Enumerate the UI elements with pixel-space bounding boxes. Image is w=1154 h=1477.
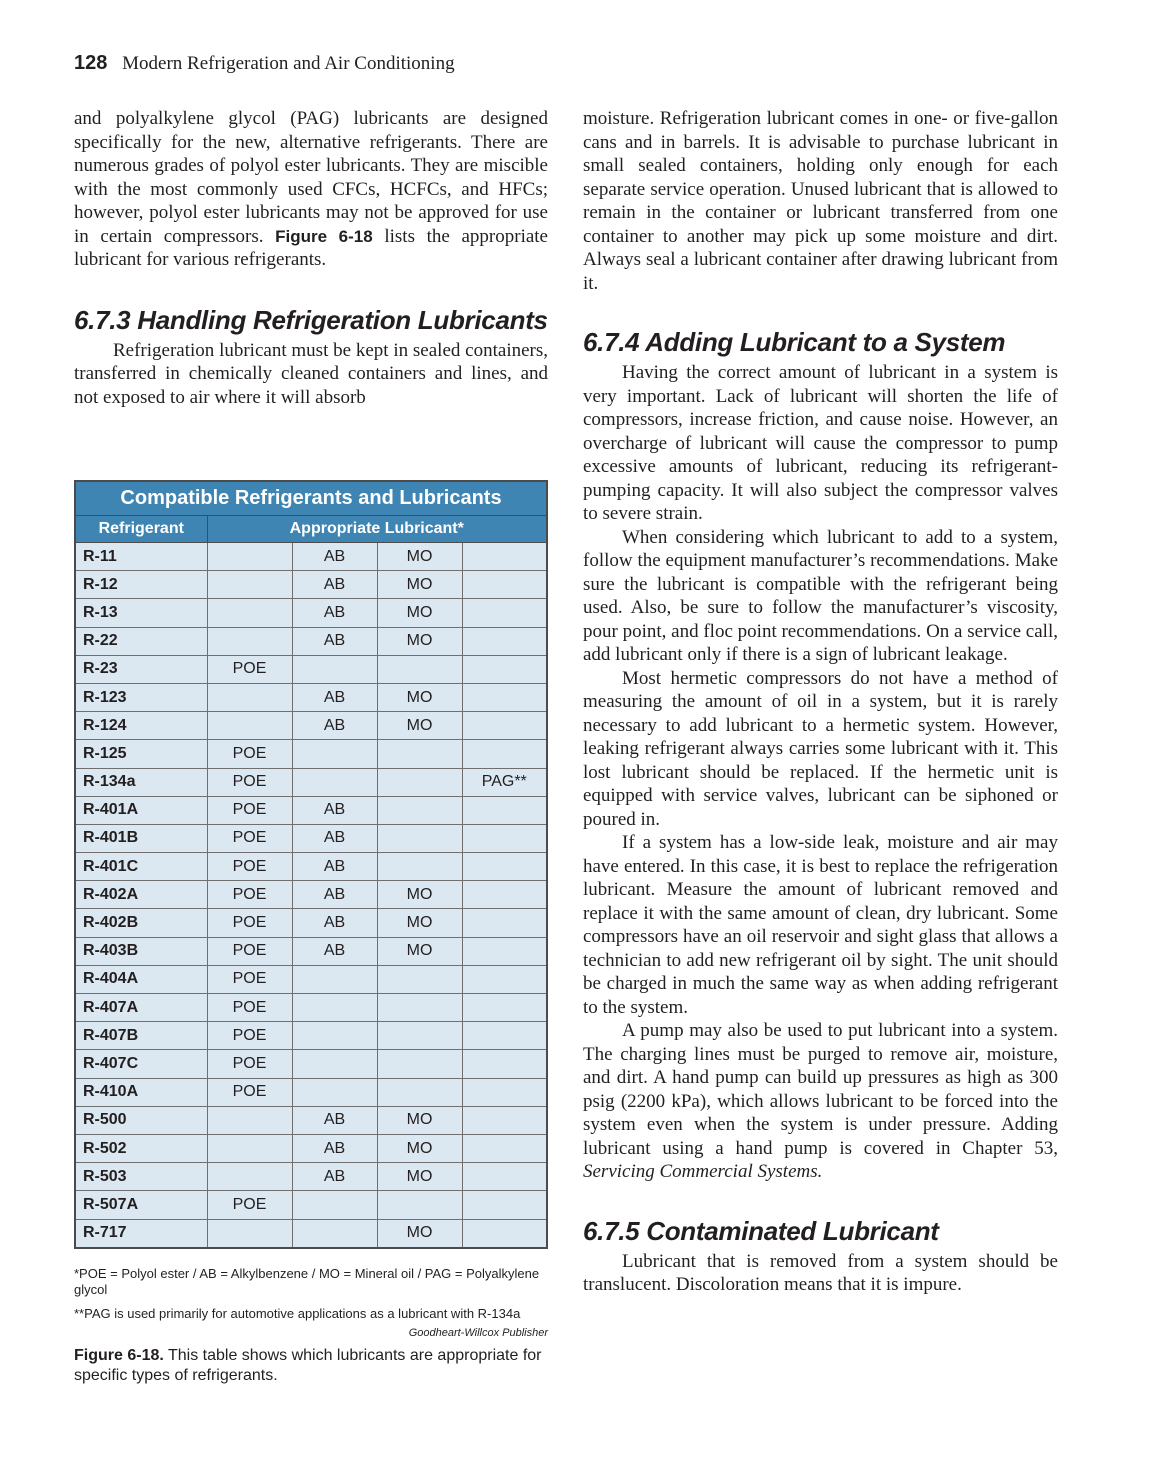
intro-paragraph xyxy=(74,107,548,272)
refrigerant-cell: R-23 xyxy=(75,655,207,683)
table-row xyxy=(75,1191,547,1219)
table-row xyxy=(75,1050,547,1078)
lubricant-cell xyxy=(462,881,547,909)
lubricant-cell xyxy=(462,1078,547,1106)
lubricant-cell: AB xyxy=(292,937,377,965)
table-row xyxy=(75,796,547,824)
lubricant-cell xyxy=(462,1134,547,1162)
lubricant-cell xyxy=(207,627,292,655)
paragraph-674-2: When considering which lubricant to add to a system, follow the equipment manufacturer’s recommendations. Make sure the lubricant is compatible with the refrigerant being used. Also, be sure to follow the manufacturer’s viscosity, pour point, and floc point recommendations. On a service call, add lubricant only if there is a sign of lubricant leakage. xyxy=(583,526,1058,665)
lubricant-cell xyxy=(207,712,292,740)
table-row xyxy=(75,543,547,571)
lubricant-cell: POE xyxy=(207,655,292,683)
table-row xyxy=(75,909,547,937)
table-row xyxy=(75,768,547,796)
lubricant-cell xyxy=(377,655,462,683)
lubricant-cell xyxy=(462,824,547,852)
paragraph-674-1: Having the correct amount of lubricant in a system is very important. Lack of lubricant will shorten the life of compressors, increase friction, and cause noise. However, an overcharge of lubricant will cause the compressor to pump excessive amounts of lubricant, reducing its refrigerant-pumping capacity. It will also subject the compressor valves to severe strain. xyxy=(583,362,1058,524)
refrigerant-cell: R-401A xyxy=(75,796,207,824)
refrigerant-cell: R-500 xyxy=(75,1106,207,1134)
lubricant-cell xyxy=(377,740,462,768)
figure-reference[interactable]: Figure 6-18 xyxy=(275,226,373,246)
table-row xyxy=(75,683,547,711)
refrigerant-cell: R-12 xyxy=(75,571,207,599)
lubricant-cell: POE xyxy=(207,994,292,1022)
lubricant-cell xyxy=(377,965,462,993)
intro-text: and polyalkylene glycol (PAG) lubricants are designed specifically for the new, alternative refrigerants. There are numerous grades of polyol ester lubricants. They are miscible with the most commonly used CFCs, HCFCs, and HFCs; however, polyol ester lubricants may not be approved for use in certain compressors. xyxy=(74,108,548,247)
lubricant-cell xyxy=(462,937,547,965)
refrigerant-cell: R-125 xyxy=(75,740,207,768)
table-row xyxy=(75,1134,547,1162)
table-row xyxy=(75,937,547,965)
lubricant-cell xyxy=(377,796,462,824)
lubricant-cell xyxy=(292,740,377,768)
lubricant-cell xyxy=(377,1191,462,1219)
lubricant-cell: MO xyxy=(377,571,462,599)
refrigerant-cell: R-404A xyxy=(75,965,207,993)
lubricant-cell xyxy=(292,994,377,1022)
lubricant-cell: AB xyxy=(292,627,377,655)
lubricant-cell: POE xyxy=(207,909,292,937)
lubricant-cell xyxy=(292,965,377,993)
lubricant-cell: POE xyxy=(207,768,292,796)
section-heading-675: 6.7.5 Contaminated Lubricant xyxy=(583,1215,939,1246)
paragraph-675-1: Lubricant that is removed from a system should be translucent. Discoloration means that it is impure. xyxy=(583,1250,1058,1295)
lubricant-cell xyxy=(462,796,547,824)
lubricant-cell: AB xyxy=(292,1163,377,1191)
paragraph-673: Refrigeration lubricant must be kept in sealed containers, transferred in chemically cleaned containers and lines, and not exposed to air where it will absorb xyxy=(74,339,548,408)
refrigerant-cell: R-402A xyxy=(75,881,207,909)
refrigerant-cell: R-507A xyxy=(75,1191,207,1219)
footnote-pag: **PAG is used primarily for automotive applications as a lubricant with R-134a xyxy=(74,1306,521,1321)
paragraph-674-5 xyxy=(583,1019,1058,1184)
refrigerant-cell: R-401B xyxy=(75,824,207,852)
lubricant-cell xyxy=(377,768,462,796)
lubricant-cell xyxy=(207,1219,292,1248)
lubricant-cell xyxy=(462,571,547,599)
lubricant-cell xyxy=(292,1050,377,1078)
lubricant-cell: POE xyxy=(207,1191,292,1219)
lubricant-cell xyxy=(462,1022,547,1050)
lubricant-cell xyxy=(462,683,547,711)
lubricant-cell xyxy=(462,655,547,683)
lubricant-cell xyxy=(207,1163,292,1191)
table-row xyxy=(75,1106,547,1134)
lubricant-cell: AB xyxy=(292,909,377,937)
table-title: Compatible Refrigerants and Lubricants xyxy=(75,481,547,516)
lubricant-cell: AB xyxy=(292,599,377,627)
table-footnotes xyxy=(74,1266,548,1322)
refrigerant-cell: R-410A xyxy=(75,1078,207,1106)
lubricant-cell: MO xyxy=(377,683,462,711)
lubricant-cell xyxy=(462,740,547,768)
section-heading-673: 6.7.3 Handling Refrigeration Lubricants xyxy=(74,304,548,335)
refrigerant-cell: R-407C xyxy=(75,1050,207,1078)
page-header xyxy=(74,50,455,77)
lubricant-cell: MO xyxy=(377,1106,462,1134)
lubricant-cell: AB xyxy=(292,683,377,711)
lubricant-cell: MO xyxy=(377,881,462,909)
lubricant-cell xyxy=(462,1050,547,1078)
lubricant-cell: AB xyxy=(292,571,377,599)
lubricant-cell xyxy=(462,1191,547,1219)
lubricant-cell xyxy=(462,543,547,571)
column-header-lubricant: Appropriate Lubricant* xyxy=(207,516,547,543)
table-row xyxy=(75,881,547,909)
lubricant-cell xyxy=(462,853,547,881)
lubricant-cell xyxy=(462,627,547,655)
lubricant-cell: AB xyxy=(292,543,377,571)
lubricant-cell xyxy=(462,1219,547,1248)
paragraph-674-5-text: A pump may also be used to put lubricant into a system. The charging lines must be purged to remove air, moisture, and dirt. A hand pump can build up pressures as high as 300 psig (2200 kPa), which allows lubricant to be forced into the system even when the system is under pressure. Adding lubricant using a hand pump is covered in Chapter 53, xyxy=(583,1020,1058,1159)
paragraph-674-4: If a system has a low-side leak, moisture and air may have entered. In this case, it is best to replace the refrigeration lubricant. Measure the amount of lubricant removed and replace it with the same amount of clean, dry lubricant. Some compressors have an oil reservoir and sight glass that allows a technician to add new refrigerant oil by sight. The unit should be charged in much the same way as when adding refrigerant to the system. xyxy=(583,832,1058,1018)
refrigerant-cell: R-123 xyxy=(75,683,207,711)
lubricant-cell xyxy=(377,824,462,852)
table-row xyxy=(75,1219,547,1248)
lubricant-cell: POE xyxy=(207,740,292,768)
lubricant-cell xyxy=(207,1134,292,1162)
lubricant-cell xyxy=(207,1106,292,1134)
table-row xyxy=(75,655,547,683)
refrigerant-cell: R-124 xyxy=(75,712,207,740)
footnote-abbreviations: *POE = Polyol ester / AB = Alkylbenzene / MO = Mineral oil / PAG = Polyalkylene glycol xyxy=(74,1266,540,1297)
table-row xyxy=(75,1078,547,1106)
refrigerant-cell: R-11 xyxy=(75,543,207,571)
lubricant-cell: AB xyxy=(292,712,377,740)
lubricant-cell: POE xyxy=(207,853,292,881)
lubricant-cell: MO xyxy=(377,712,462,740)
lubricant-cell xyxy=(462,1163,547,1191)
lubricant-cell xyxy=(207,571,292,599)
table-row xyxy=(75,824,547,852)
refrigerant-cell: R-402B xyxy=(75,909,207,937)
lubricant-cell: MO xyxy=(377,627,462,655)
refrigerant-cell: R-401C xyxy=(75,853,207,881)
lubricant-cell: AB xyxy=(292,824,377,852)
lubricant-cell xyxy=(377,853,462,881)
lubricant-cell xyxy=(462,994,547,1022)
left-column xyxy=(74,107,548,409)
refrigerant-cell: R-134a xyxy=(75,768,207,796)
lubricant-cell xyxy=(292,1022,377,1050)
chapter-title: Servicing Commercial Systems. xyxy=(583,1161,823,1182)
lubricant-cell xyxy=(292,768,377,796)
paragraph-673-continued: moisture. Refrigeration lubricant comes in one- or five-gallon cans and in barrels. It is advisable to purchase lubricant in small sealed containers, holding only enough for each separate service operation. Unused lubricant that is allowed to remain in the container or lubricant transferred from one container to another may pick up some moisture and dirt. Always seal a lubricant container after drawing lubricant from it. xyxy=(583,108,1058,294)
refrigerant-cell: R-407A xyxy=(75,994,207,1022)
lubricant-cell: MO xyxy=(377,1134,462,1162)
lubricant-cell: MO xyxy=(377,543,462,571)
paragraph-674-3: Most hermetic compressors do not have a method of measuring the amount of oil in a system, but it is rarely necessary to add lubricant to a hermetic system. However, leaking refrigerant always carries some lubricant with it. This lost lubricant should be replaced. If the hermetic unit is equipped with service valves, lubricant can be siphoned or poured in. xyxy=(583,667,1058,830)
refrigerant-cell: R-403B xyxy=(75,937,207,965)
lubricant-cell xyxy=(462,712,547,740)
lubricant-cell: AB xyxy=(292,881,377,909)
lubricant-cell xyxy=(377,1078,462,1106)
lubricant-cell: POE xyxy=(207,965,292,993)
lubricant-cell: POE xyxy=(207,1050,292,1078)
page-number: 128 xyxy=(74,52,108,74)
lubricant-cell xyxy=(207,683,292,711)
lubricant-cell xyxy=(462,965,547,993)
column-header-refrigerant: Refrigerant xyxy=(75,516,207,543)
lubricant-cell: AB xyxy=(292,853,377,881)
table-row xyxy=(75,627,547,655)
section-heading-674: 6.7.4 Adding Lubricant to a System xyxy=(583,327,1006,357)
lubricant-cell: AB xyxy=(292,796,377,824)
figure-caption xyxy=(74,1346,552,1386)
lubricant-cell xyxy=(377,1022,462,1050)
lubricant-cell xyxy=(377,994,462,1022)
lubricant-cell: PAG** xyxy=(462,768,547,796)
table-row xyxy=(75,994,547,1022)
lubricant-cell: AB xyxy=(292,1134,377,1162)
running-title: Modern Refrigeration and Air Conditioning xyxy=(122,53,455,74)
table-row xyxy=(75,1163,547,1191)
lubricant-cell: AB xyxy=(292,1106,377,1134)
lubricant-cell: POE xyxy=(207,937,292,965)
table-row xyxy=(75,599,547,627)
table-row xyxy=(75,1022,547,1050)
lubricant-cell xyxy=(462,1106,547,1134)
intro-text-end: lists the appropriate lubricant for various refrigerants. xyxy=(74,225,548,270)
lubricant-cell: POE xyxy=(207,796,292,824)
lubricant-cell: POE xyxy=(207,824,292,852)
refrigerant-cell: R-407B xyxy=(75,1022,207,1050)
table-row xyxy=(75,571,547,599)
refrigerant-cell: R-22 xyxy=(75,627,207,655)
lubricant-cell: MO xyxy=(377,599,462,627)
table-row xyxy=(75,712,547,740)
table-row xyxy=(75,965,547,993)
lubricant-cell: MO xyxy=(377,1219,462,1248)
lubricant-cell xyxy=(462,599,547,627)
lubricant-table xyxy=(74,480,548,1249)
publisher-credit: Goodheart-Willcox Publisher xyxy=(408,1327,548,1339)
lubricant-cell xyxy=(377,1050,462,1078)
lubricant-cell: POE xyxy=(207,881,292,909)
refrigerant-cell: R-13 xyxy=(75,599,207,627)
right-column xyxy=(583,107,1058,1297)
lubricant-cell xyxy=(292,1078,377,1106)
lubricant-cell: POE xyxy=(207,1022,292,1050)
refrigerant-cell: R-503 xyxy=(75,1163,207,1191)
lubricant-cell: POE xyxy=(207,1078,292,1106)
table-row xyxy=(75,740,547,768)
lubricant-cell xyxy=(292,655,377,683)
lubricant-cell xyxy=(207,543,292,571)
caption-label: Figure 6-18. xyxy=(74,1347,164,1364)
lubricant-cell xyxy=(207,599,292,627)
lubricant-cell xyxy=(462,909,547,937)
lubricant-cell: MO xyxy=(377,937,462,965)
refrigerant-cell: R-717 xyxy=(75,1219,207,1248)
refrigerant-cell: R-502 xyxy=(75,1134,207,1162)
lubricant-cell: MO xyxy=(377,909,462,937)
caption-text: This table shows which lubricants are appropriate for specific types of refrigerants. xyxy=(74,1347,542,1384)
lubricant-cell xyxy=(292,1219,377,1248)
lubricant-cell: MO xyxy=(377,1163,462,1191)
lubricant-cell xyxy=(292,1191,377,1219)
table-row xyxy=(75,853,547,881)
